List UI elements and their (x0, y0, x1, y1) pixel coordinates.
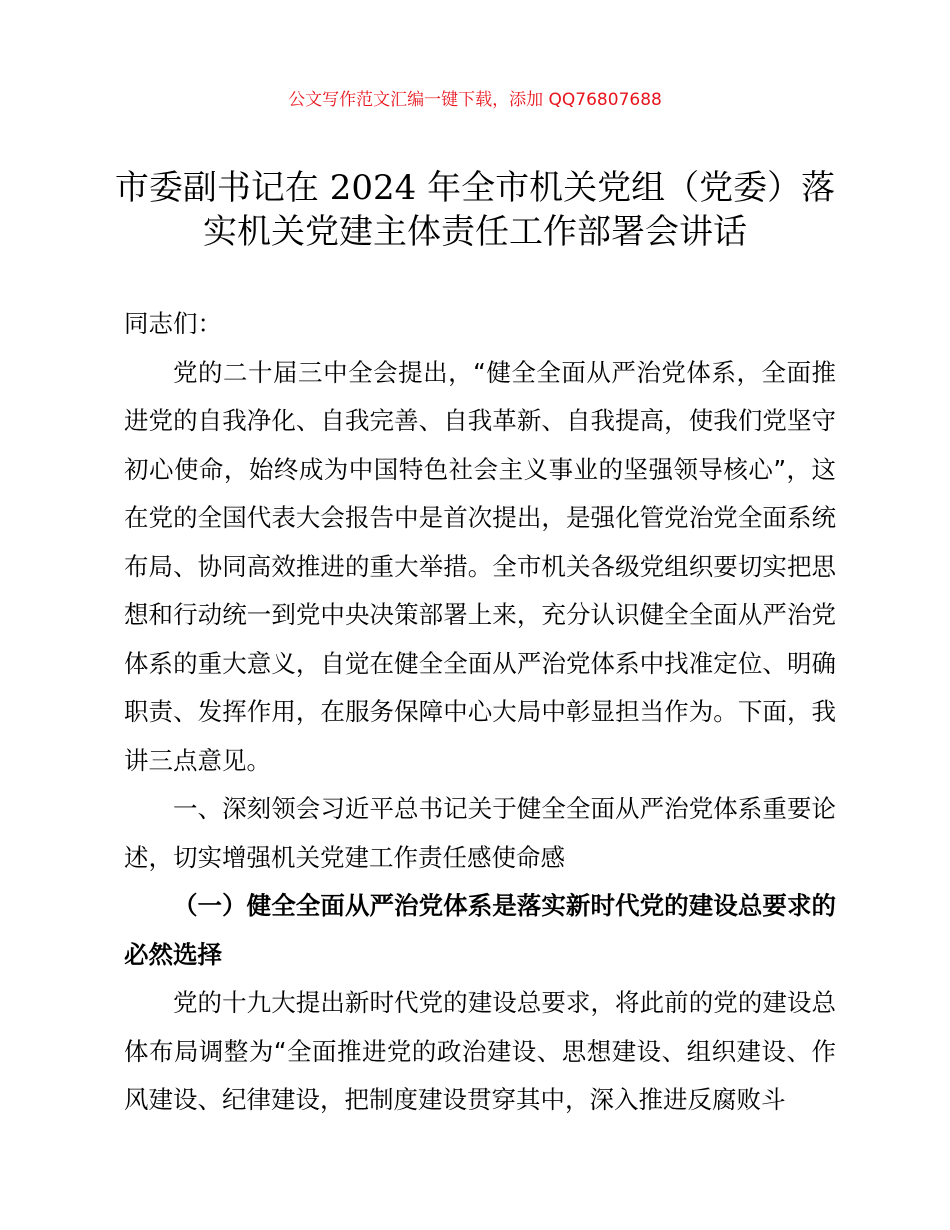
document-body (124, 300, 836, 1125)
greeting: 同志们： (124, 309, 222, 338)
subsection-heading-1: （一）健全全面从严治党体系是落实新时代党的建设总要求的必然选择 (124, 891, 836, 969)
download-ad-banner[interactable]: 公文写作范文汇编一键下载，添加 QQ76807688 (288, 90, 662, 110)
paragraph-intro: 党的二十届三中全会提出，“健全全面从严治党体系，全面推进党的自我净化、自我完善、自我革新、自我提高，使我们党坚守初心使命，始终成为中国特色社会主义事业的坚强领导核心”，这在党的全国代表大会报告中是首次提出，是强化管党治党全面系统布局、协同高效推进的重大举措。全市机关各级党组织要切实把思想和行动统一到党中央决策部署上来，充分认识健全全面从严治党体系的重大意义，自觉在健全全面从严治党体系中找准定位、明确职责、发挥作用，在服务保障中心大局中彰显担当作为。下面，我讲三点意见。 (124, 357, 836, 775)
title-line-1: 市委副书记在 2024 年全市机关党组（党委）落 (114, 168, 836, 208)
title-line-2: 实机关党建主体责任工作部署会讲话 (203, 212, 747, 252)
document-title (110, 166, 840, 254)
paragraph-2: 党的十九大提出新时代党的建设总要求，将此前的党的建设总体布局调整为“全面推进党的政治建设、思想建设、组织建设、作风建设、纪律建设，把制度建设贯穿其中，深入推进反腐败斗 (124, 988, 836, 1114)
section-heading-1: 一、深刻领会习近平总书记关于健全全面从严治党体系重要论述，切实增强机关党建工作责任感使命感 (124, 794, 836, 872)
